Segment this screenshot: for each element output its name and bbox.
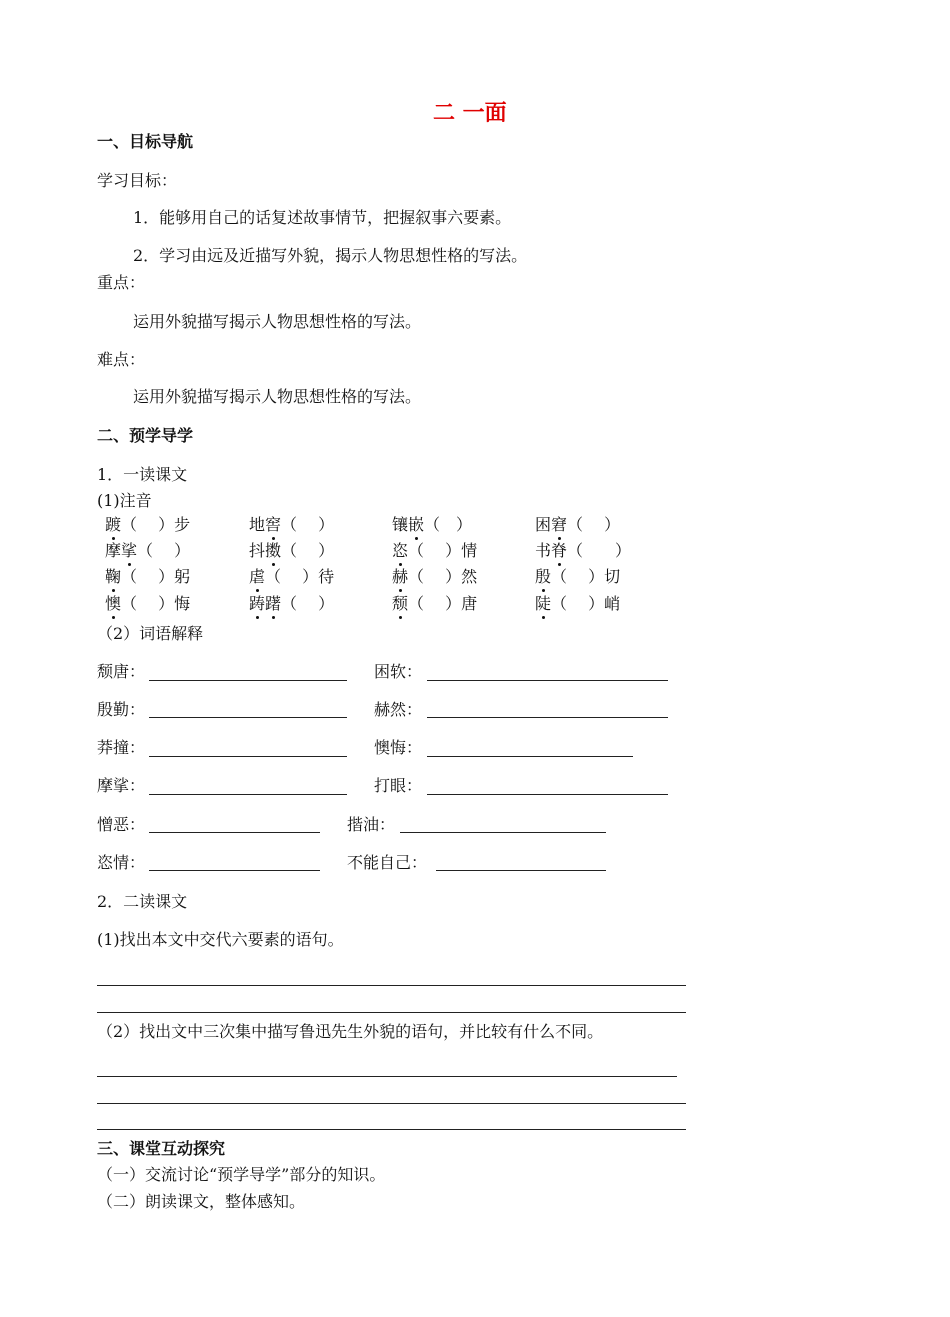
answer-line[interactable] — [97, 1103, 686, 1104]
pinyin-item: 踱（ ）步 — [105, 515, 191, 534]
emphasis-char: 懊 — [105, 594, 122, 613]
pinyin-item: 陡（ ）峭 — [535, 594, 621, 613]
answer-line[interactable] — [149, 870, 320, 871]
pinyin-item: 赫（ ）然 — [392, 567, 478, 586]
key-label: 重点： — [97, 273, 146, 292]
answer-line[interactable] — [427, 794, 668, 795]
vocab-term: 憎恶： — [97, 815, 146, 834]
emphasis-char: 脊 — [551, 541, 568, 560]
pinyin-label: (1)注音 — [97, 491, 152, 510]
answer-line[interactable] — [97, 1076, 677, 1077]
answer-line[interactable] — [149, 832, 320, 833]
emphasis-char: 窖 — [265, 515, 282, 534]
emphasis-char: 嵌 — [408, 515, 425, 534]
vocab-label: （2）词语解释 — [97, 624, 204, 643]
pinyin-item: 殷（ ）切 — [535, 567, 621, 586]
vocab-term: 颓唐： — [97, 662, 146, 681]
emphasis-char: 殷 — [535, 567, 552, 586]
pinyin-item: 颓（ ）唐 — [392, 594, 478, 613]
answer-line[interactable] — [427, 717, 668, 718]
pinyin-item: 困窘（ ） — [535, 515, 621, 534]
pinyin-item: 书脊（ ） — [535, 541, 632, 560]
classroom-item-2: （二）朗读课文，整体感知。 — [97, 1192, 306, 1211]
goal-1: 1．能够用自己的话复述故事情节，把握叙事六要素。 — [133, 208, 512, 227]
section-heading-prestudy: 二、预学导学 — [97, 426, 194, 445]
answer-line[interactable] — [149, 717, 347, 718]
emphasis-char: 恣 — [392, 541, 409, 560]
vocab-term: 莽撞： — [97, 738, 146, 757]
emphasis-char: 踌 — [249, 594, 266, 613]
difficulty-label: 难点： — [97, 350, 146, 369]
pinyin-item: 地窖（ ） — [249, 515, 335, 534]
section-heading-classroom: 三、课堂互动探究 — [97, 1139, 226, 1158]
read-once-label: 1．一读课文 — [97, 465, 188, 484]
answer-line[interactable] — [149, 794, 347, 795]
classroom-item-1: （一）交流讨论“预学导学”部分的知识。 — [97, 1165, 386, 1184]
answer-line[interactable] — [97, 1012, 686, 1013]
vocab-term: 懊悔： — [374, 738, 423, 757]
emphasis-char: 鞠 — [105, 567, 122, 586]
answer-line[interactable] — [427, 756, 633, 757]
vocab-term: 恣情： — [97, 853, 146, 872]
vocab-term: 不能自己： — [347, 853, 428, 872]
key-text: 运用外貌描写揭示人物思想性格的写法。 — [133, 312, 422, 331]
answer-line[interactable] — [97, 985, 686, 986]
goals-label: 学习目标： — [97, 171, 178, 190]
difficulty-text: 运用外貌描写揭示人物思想性格的写法。 — [133, 387, 422, 406]
emphasis-char: 虐 — [249, 567, 266, 586]
goal-2: 2．学习由远及近描写外貌，揭示人物思想性格的写法。 — [133, 246, 528, 265]
vocab-term: 揩油： — [347, 815, 396, 834]
pinyin-item: 恣（ ）情 — [392, 541, 478, 560]
emphasis-char: 踱 — [105, 515, 122, 534]
emphasis-char: 擞 — [265, 541, 282, 560]
read-twice-label: 2．二读课文 — [97, 892, 188, 911]
pinyin-item: 摩挲（ ） — [105, 541, 191, 560]
section-heading-goals: 一、目标导航 — [97, 132, 194, 151]
emphasis-char: 窘 — [551, 515, 568, 534]
pinyin-item: 懊（ ）悔 — [105, 594, 191, 613]
pinyin-item: 镶嵌（ ） — [392, 515, 473, 534]
emphasis-char: 赫 — [392, 567, 409, 586]
pinyin-item: 鞠（ ）躬 — [105, 567, 191, 586]
answer-line[interactable] — [427, 680, 668, 681]
pinyin-item: 抖擞（ ） — [249, 541, 335, 560]
emphasis-char: 挲 — [121, 541, 138, 560]
answer-line[interactable] — [149, 680, 347, 681]
question-2: （2）找出文中三次集中描写鲁迅先生外貌的语句，并比较有什么不同。 — [97, 1022, 604, 1041]
emphasis-char: 躇 — [265, 594, 282, 613]
vocab-term: 摩挲： — [97, 776, 146, 795]
question-1: (1)找出本文中交代六要素的语句。 — [97, 930, 344, 949]
vocab-term: 殷勤： — [97, 700, 146, 719]
pinyin-item: 踌躇（ ） — [249, 594, 335, 613]
vocab-term: 困软： — [374, 662, 423, 681]
vocab-term: 赫然： — [374, 700, 423, 719]
vocab-term: 打眼： — [374, 776, 423, 795]
answer-line[interactable] — [400, 832, 606, 833]
answer-line[interactable] — [97, 1129, 686, 1130]
answer-line[interactable] — [436, 870, 606, 871]
page-title: 二 一面 — [433, 101, 507, 126]
emphasis-char: 颓 — [392, 594, 409, 613]
pinyin-item: 虐（ ）待 — [249, 567, 335, 586]
answer-line[interactable] — [149, 756, 347, 757]
emphasis-char: 陡 — [535, 594, 552, 613]
